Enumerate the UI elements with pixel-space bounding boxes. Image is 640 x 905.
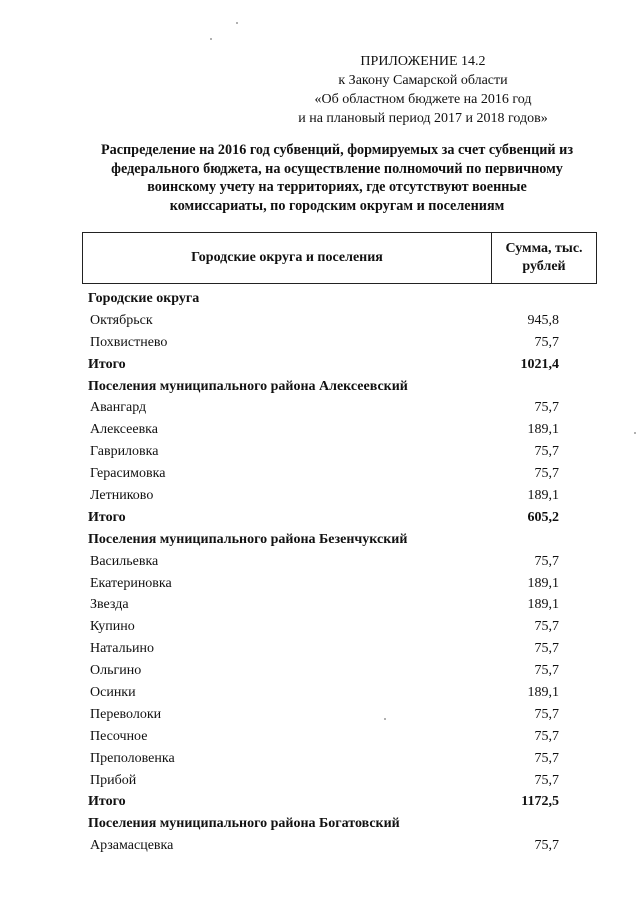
table-row bbox=[82, 835, 597, 857]
document-title bbox=[82, 141, 592, 215]
table-row bbox=[82, 310, 597, 332]
table-row bbox=[82, 704, 597, 726]
table-header bbox=[82, 232, 597, 284]
row-name: Васильевка bbox=[90, 553, 159, 569]
row-value: 75,7 bbox=[534, 444, 559, 460]
row-value: 75,7 bbox=[534, 641, 559, 657]
row-value: 75,7 bbox=[534, 466, 559, 482]
appendix-line: и на плановый период 2017 и 2018 годов» bbox=[298, 111, 548, 126]
row-value: 189,1 bbox=[527, 575, 559, 591]
header-name-column: Городские округа и поселения bbox=[83, 233, 492, 283]
title-line: воинскому учету на территориях, где отсутствуют военные bbox=[147, 179, 527, 195]
table-row bbox=[82, 419, 597, 441]
title-line: Распределение на 2016 год субвенций, формируемых за счет субвенций из bbox=[100, 142, 574, 158]
scan-speck bbox=[384, 718, 386, 720]
row-name: Осинки bbox=[90, 685, 136, 701]
row-value: 189,1 bbox=[527, 597, 559, 613]
row-name: Алексеевка bbox=[90, 422, 158, 438]
total-row bbox=[82, 507, 597, 529]
row-value: 189,1 bbox=[527, 422, 559, 438]
row-name: Итого bbox=[88, 356, 126, 372]
title-line: федерального бюджета, на осуществление полномочий по первичному bbox=[111, 160, 563, 177]
row-name: Екатериновка bbox=[90, 575, 172, 591]
row-name: Песочное bbox=[90, 728, 148, 744]
row-value: 945,8 bbox=[527, 312, 559, 328]
table-row bbox=[82, 616, 597, 638]
row-name: Летниково bbox=[90, 488, 154, 504]
group-heading-row bbox=[82, 813, 597, 835]
row-value: 75,7 bbox=[534, 400, 559, 416]
row-value: 75,7 bbox=[534, 772, 559, 788]
table-body bbox=[82, 288, 597, 857]
row-name: Гавриловка bbox=[90, 444, 159, 460]
group-heading-row bbox=[82, 529, 597, 551]
total-row bbox=[82, 791, 597, 813]
header-sum-line: Сумма, тыс. bbox=[505, 241, 583, 256]
row-value: 1172,5 bbox=[521, 794, 559, 810]
row-value: 75,7 bbox=[534, 663, 559, 679]
row-name: Звезда bbox=[90, 597, 129, 613]
row-value: 605,2 bbox=[527, 509, 559, 525]
row-name: Купино bbox=[90, 619, 135, 635]
header-sum-column bbox=[492, 233, 596, 283]
table-row bbox=[82, 594, 597, 616]
subvention-table bbox=[82, 232, 597, 857]
scan-speck bbox=[634, 432, 636, 434]
row-name: Арзамасцевка bbox=[90, 838, 174, 854]
row-name: Поселения муниципального района Безенчукский bbox=[88, 531, 408, 547]
table-row bbox=[82, 573, 597, 595]
header-sum-line: рублей bbox=[522, 259, 566, 274]
scan-speck bbox=[236, 22, 238, 24]
row-value: 75,7 bbox=[534, 334, 559, 350]
row-name: Герасимовка bbox=[90, 466, 166, 482]
row-value: 75,7 bbox=[534, 619, 559, 635]
table-row bbox=[82, 770, 597, 792]
row-name: Итого bbox=[88, 794, 126, 810]
table-row bbox=[82, 748, 597, 770]
row-value: 75,7 bbox=[534, 750, 559, 766]
table-row bbox=[82, 638, 597, 660]
row-value: 75,7 bbox=[534, 706, 559, 722]
row-value: 1021,4 bbox=[520, 356, 559, 372]
row-value: 189,1 bbox=[527, 685, 559, 701]
appendix-header bbox=[258, 52, 588, 128]
row-name: Преполовенка bbox=[90, 750, 175, 766]
group-heading-row bbox=[82, 288, 597, 310]
row-value: 189,1 bbox=[527, 488, 559, 504]
row-name: Итого bbox=[88, 509, 126, 525]
table-row bbox=[82, 682, 597, 704]
row-name: Поселения муниципального района Алексеевский bbox=[88, 378, 408, 394]
table-row bbox=[82, 660, 597, 682]
appendix-line: ПРИЛОЖЕНИЕ 14.2 bbox=[360, 54, 486, 69]
appendix-line: к Закону Самарской области bbox=[338, 73, 508, 88]
row-name: Авангард bbox=[90, 400, 147, 416]
table-row bbox=[82, 441, 597, 463]
row-name: Переволоки bbox=[90, 706, 162, 722]
appendix-line: «Об областном бюджете на 2016 год bbox=[314, 92, 532, 107]
row-name: Прибой bbox=[90, 772, 137, 788]
row-name: Поселения муниципального района Богатовский bbox=[88, 816, 400, 832]
row-name: Ольгино bbox=[90, 663, 142, 679]
row-name: Похвистнево bbox=[90, 334, 168, 350]
table-row bbox=[82, 397, 597, 419]
row-value: 75,7 bbox=[534, 838, 559, 854]
row-value: 75,7 bbox=[534, 728, 559, 744]
scan-speck bbox=[210, 38, 212, 40]
table-row bbox=[82, 332, 597, 354]
row-name: Городские округа bbox=[88, 291, 200, 306]
group-heading-row bbox=[82, 376, 597, 398]
table-row bbox=[82, 726, 597, 748]
row-name: Натальино bbox=[90, 641, 154, 657]
row-name: Октябрьск bbox=[90, 312, 153, 328]
total-row bbox=[82, 354, 597, 376]
row-value: 75,7 bbox=[534, 553, 559, 569]
title-line: комиссариаты, по городским округам и поселениям bbox=[169, 197, 505, 214]
table-row bbox=[82, 463, 597, 485]
table-row bbox=[82, 551, 597, 573]
table-row bbox=[82, 485, 597, 507]
